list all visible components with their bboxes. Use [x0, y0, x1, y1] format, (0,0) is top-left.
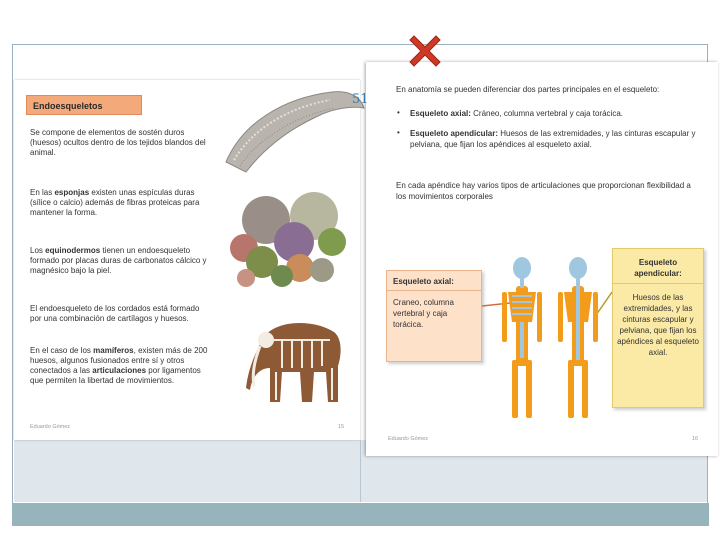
bullet-marker-1: • [397, 108, 400, 117]
callout-apendicular-body: Huesos de las extremidades, y las cinturas escapular y pelviana, que fijan los apéndices al esqueleto axial. [617, 293, 699, 357]
right-footer-author: Eduardo Gómez [388, 436, 429, 442]
elephant-skeleton-image [242, 310, 352, 410]
right-paragraph: En cada apéndice hay varios tipos de articulaciones que proporcionan flexibilidad a los movimientos corporales [396, 181, 691, 201]
callout-apendicular [612, 248, 704, 408]
frame-line-top [12, 44, 708, 45]
callout-axial-title: Esqueleto axial: [387, 271, 481, 291]
right-footer-page: 16 [692, 436, 699, 442]
skeleton-figures-image [482, 252, 612, 422]
left-paragraph-1: Se compone de elementos de sostén duros (huesos) ocultos dentro de los tejidos blandos del animal. [30, 128, 206, 157]
left-paragraph-2: En las esponjas existen unas espículas duras (sílice o calcio) además de fibras proteicas para mantener la forma. [30, 188, 200, 217]
right-intro: En anatomía se pueden diferenciar dos partes principales en el esqueleto: [396, 85, 660, 94]
sponge-image [222, 84, 368, 176]
callout-apendicular-title: Esqueleto apendicular: [613, 249, 703, 284]
left-footer-page: 15 [338, 424, 345, 430]
section-title: Endoesqueletos [26, 95, 142, 115]
left-paragraph-3: Los equinodermos tienen un endoesqueleto formado por placas duras de carbonatos cálcico y magnésico bajo la piel. [30, 246, 207, 275]
frame-line-left [12, 44, 13, 504]
left-footer-author: Eduardo Gómez [30, 424, 71, 430]
close-icon[interactable] [404, 30, 446, 72]
page-number: 51 [352, 92, 369, 107]
sea-urchins-image [224, 190, 354, 290]
bottom-bar [12, 503, 709, 526]
callout-axial-body: Craneo, columna vertebral y caja torácica. [393, 298, 454, 329]
left-paragraph-4: El endoesqueleto de los cordados está formado por una combinación de cartílagos y huesos. [30, 304, 200, 323]
bottom-divider [360, 440, 361, 502]
right-bullet-2: Esqueleto apendicular: Huesos de las extremidades, y las cinturas escapular y pelviana, que fijan los apéndices al esqueleto axial. [410, 129, 696, 149]
right-bullet-1: Esqueleto axial: Cráneo, columna vertebral y caja torácica. [410, 109, 623, 118]
left-paragraph-5: En el caso de los mamíferos, existen más de 200 huesos, algunos fusionados entre sí y otros conectados a las articulaciones por ligamentos que permiten la libertad de movimientos. [30, 346, 208, 385]
bullet-marker-2: • [397, 128, 400, 137]
callout-axial [386, 270, 482, 362]
